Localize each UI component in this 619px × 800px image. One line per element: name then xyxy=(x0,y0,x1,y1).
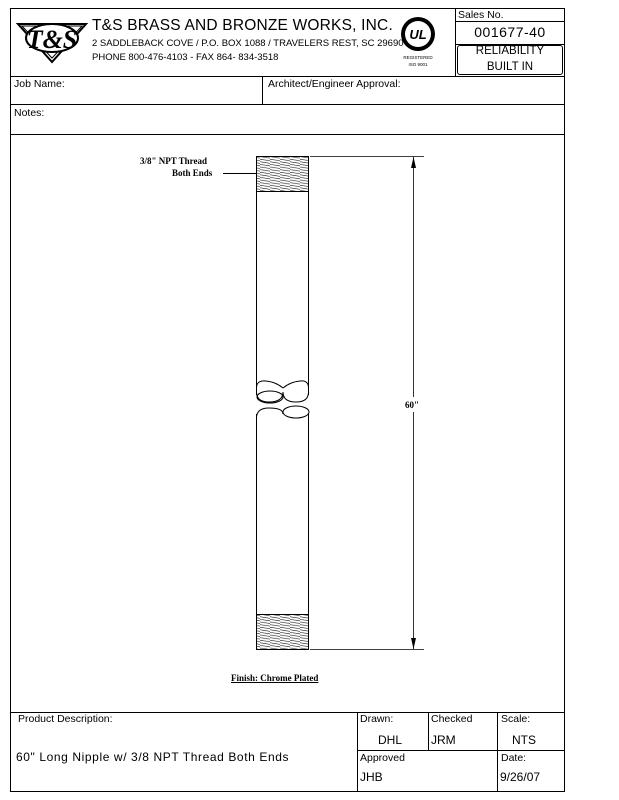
drawn-value: DHL xyxy=(378,733,403,747)
architect-approval-label: Architect/Engineer Approval: xyxy=(268,78,401,90)
sales-no-value: 001677-40 xyxy=(474,24,546,40)
scale-value: NTS xyxy=(512,733,536,747)
sales-no-label: Sales No. xyxy=(458,9,504,21)
logo-text: T&S xyxy=(26,25,78,54)
checked-value: JRM xyxy=(431,733,456,747)
thread-note-line1: 3/8" NPT Thread xyxy=(140,156,208,166)
company-phone: PHONE 800-476-4103 - FAX 864- 834-3518 xyxy=(92,52,279,63)
date-label: Date: xyxy=(501,752,527,764)
finish-label: Finish: Chrome Plated xyxy=(231,673,319,683)
svg-text:ISO 9001: ISO 9001 xyxy=(408,62,428,67)
product-description-label: Product Description: xyxy=(18,713,113,725)
svg-text:UL: UL xyxy=(409,27,427,42)
scale-label: Scale: xyxy=(501,713,531,725)
tagline-line1: RELIABILITY xyxy=(475,45,545,57)
drawn-label: Drawn: xyxy=(360,713,394,725)
dimension-label: 60" xyxy=(405,400,419,410)
svg-text:REGISTERED: REGISTERED xyxy=(403,55,433,60)
product-description-value: 60" Long Nipple w/ 3/8 NPT Thread Both Ends xyxy=(16,750,290,764)
job-name-label: Job Name: xyxy=(14,78,65,90)
checked-label: Checked xyxy=(431,713,473,725)
company-address: 2 SADDLEBACK COVE / P.O. BOX 1088 / TRAVELERS REST, SC 29690 xyxy=(92,38,404,49)
date-value: 9/26/07 xyxy=(500,770,541,784)
thread-note-line2: Both Ends xyxy=(172,168,213,178)
top-thread xyxy=(257,157,309,192)
notes-label: Notes: xyxy=(14,107,45,119)
tagline-line2: BUILT IN xyxy=(486,61,534,73)
approved-value: JHB xyxy=(360,770,383,784)
bottom-thread xyxy=(257,615,309,650)
company-name: T&S BRASS AND BRONZE WORKS, INC. xyxy=(92,17,393,34)
approved-label: Approved xyxy=(360,752,405,764)
